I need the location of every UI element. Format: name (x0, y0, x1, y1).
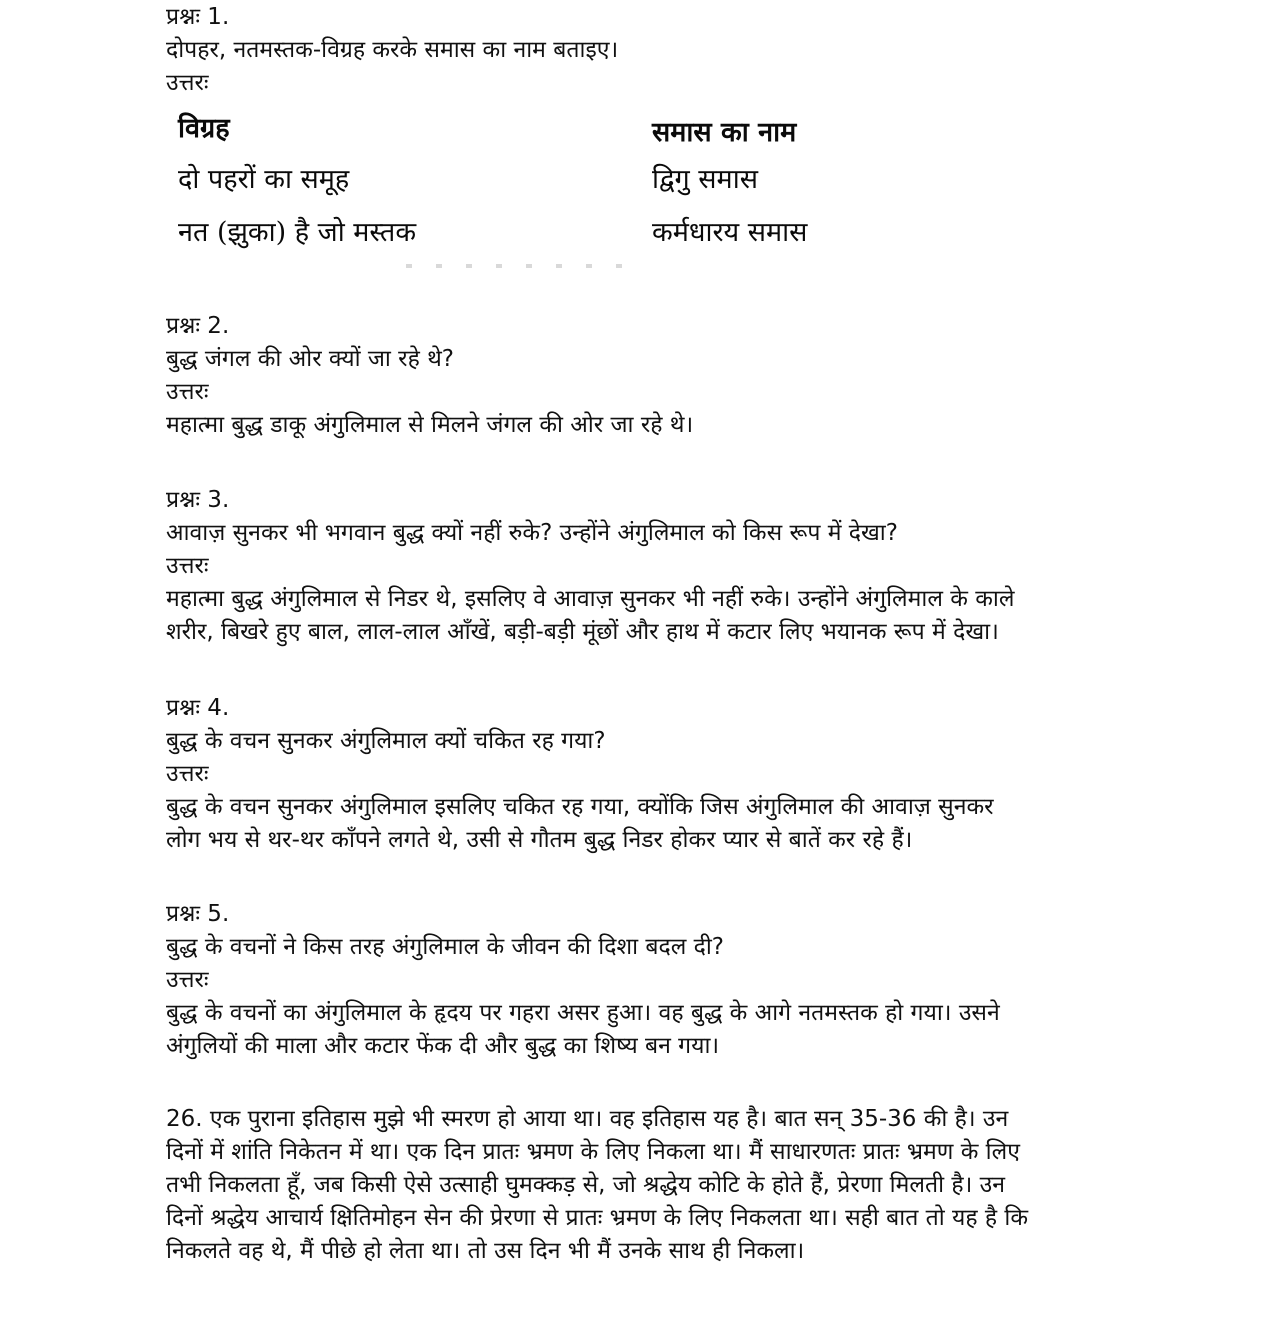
answer-line: लोग भय से थर-थर काँपने लगते थे, उसी से गौतम बुद्ध निडर होकर प्यार से बातें कर रहे हैं। (166, 827, 913, 853)
table-cell: दो पहरों का समूह (178, 164, 350, 195)
question-block-4 (166, 692, 994, 857)
samas-table (170, 104, 870, 270)
question-block-2 (166, 310, 693, 442)
passage-line: दिनों श्रद्धेय आचार्य क्षितिमोहन सेन की प्रेरणा से प्रातः भ्रमण के लिए निकलता था। सही बात तो यह है कि (166, 1205, 1029, 1231)
answer-text: महात्मा बुद्ध डाकू अंगुलिमाल से मिलने जंगल की ओर जा रहे थे। (166, 412, 694, 438)
table-header-samas-name: समास का नाम (652, 117, 797, 148)
answer-label: उत्तरः (166, 761, 209, 787)
answer-line: महात्मा बुद्ध अंगुलिमाल से निडर थे, इसलिए वे आवाज़ सुनकर भी नहीं रुके। उन्होंने अंगुलिमाल के काले (166, 586, 1015, 612)
question-text: दोपहर, नतमस्तक-विग्रह करके समास का नाम बताइए। (166, 37, 619, 63)
passage-line: 26. एक पुराना इतिहास मुझे भी स्मरण हो आया था। वह इतिहास यह है। बात सन् 35-36 की है। उन (166, 1106, 1009, 1132)
question-label: प्रश्नः 3. (166, 487, 230, 513)
answer-line: अंगुलियों की माला और कटार फेंक दी और बुद्ध का शिष्य बन गया। (166, 1033, 720, 1059)
answer-label: उत्तरः (166, 70, 209, 96)
question-text: बुद्ध जंगल की ओर क्यों जा रहे थे? (166, 346, 455, 372)
question-label: प्रश्नः 2. (166, 313, 230, 339)
question-label: प्रश्नः 4. (166, 695, 230, 721)
answer-line: बुद्ध के वचनों का अंगुलिमाल के हृदय पर गहरा असर हुआ। वह बुद्ध के आगे नतमस्तक हो गया। उसने (166, 1000, 1000, 1026)
question-text: बुद्ध के वचनों ने किस तरह अंगुलिमाल के जीवन की दिशा बदल दी? (166, 934, 725, 960)
table-cell: नत (झुका) है जो मस्तक (178, 217, 417, 248)
passage-line: दिनों में शांति निकेतन में था। एक दिन प्रातः भ्रमण के लिए निकला था। मैं साधारणतः प्रातः भ्रमण के लिए (166, 1139, 1020, 1165)
question-label: प्रश्नः 1. (166, 4, 230, 30)
passage-line: तभी निकलता हूँ, जब किसी ऐसे उत्साही घुमक्कड़ से, जो श्रद्धेय कोटि के होते हैं, प्रेरणा मिलती है। उन (166, 1172, 1005, 1198)
table-header-vigrah: विग्रह (178, 113, 230, 144)
question-block-1 (166, 1, 618, 100)
question-label: प्रश्नः 5. (166, 901, 230, 927)
answer-line: बुद्ध के वचन सुनकर अंगुलिमाल इसलिए चकित रह गया, क्योंकि जिस अंगुलिमाल की आवाज़ सुनकर (166, 794, 994, 820)
passage-line: निकलते वह थे, मैं पीछे हो लेता था। तो उस दिन भी मैं उनके साथ ही निकला। (166, 1238, 805, 1264)
question-text: आवाज़ सुनकर भी भगवान बुद्ध क्यों नहीं रुके? उन्होंने अंगुलिमाल को किस रूप में देखा? (166, 520, 898, 546)
table-cell: द्विगु समास (652, 164, 758, 195)
answer-label: उत्तरः (166, 379, 209, 405)
question-block-5 (166, 898, 1000, 1063)
passage-26 (166, 1103, 1156, 1268)
table-cell: कर्मधारय समास (652, 217, 808, 248)
answer-line: शरीर, बिखरे हुए बाल, लाल-लाल आँखें, बड़ी-बड़ी मूंछों और हाथ में कटार लिए भयानक रूप में देखा। (166, 619, 999, 645)
question-text: बुद्ध के वचन सुनकर अंगुलिमाल क्यों चकित रह गया? (166, 728, 606, 754)
answer-label: उत्तरः (166, 553, 209, 579)
scan-artifact-divider (406, 264, 626, 268)
answer-label: उत्तरः (166, 967, 209, 993)
question-block-3 (166, 484, 1014, 649)
